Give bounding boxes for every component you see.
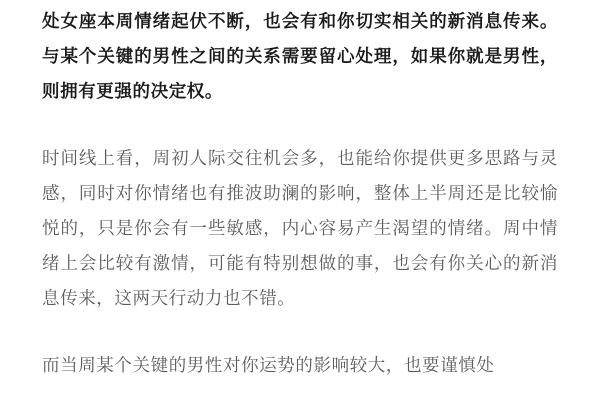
paragraph-intro-bold: 处女座本周情绪起伏不断，也会有和你切实相关的新消息传来。与某个关键的男性之间的关系需要留心处理，如果你就是男性，则拥有更强的决定权。 xyxy=(42,11,558,101)
paragraph-truncated: 而当周某个关键的男性对你运势的影响较大，也要谨慎处 xyxy=(42,355,495,375)
article-body xyxy=(42,0,558,383)
paragraph-timeline: 时间线上看，周初人际交往机会多，也能给你提供更多思路与灵感，同时对你情绪也有推波助澜的影响，整体上半周还是比较愉悦的，只是你会有一些敏感，内心容易产生渴望的情绪。周中情绪上会比较有激情，可能有特别想做的事，也会有你关心的新消息传来，这两天行动力也不错。 xyxy=(42,148,558,308)
